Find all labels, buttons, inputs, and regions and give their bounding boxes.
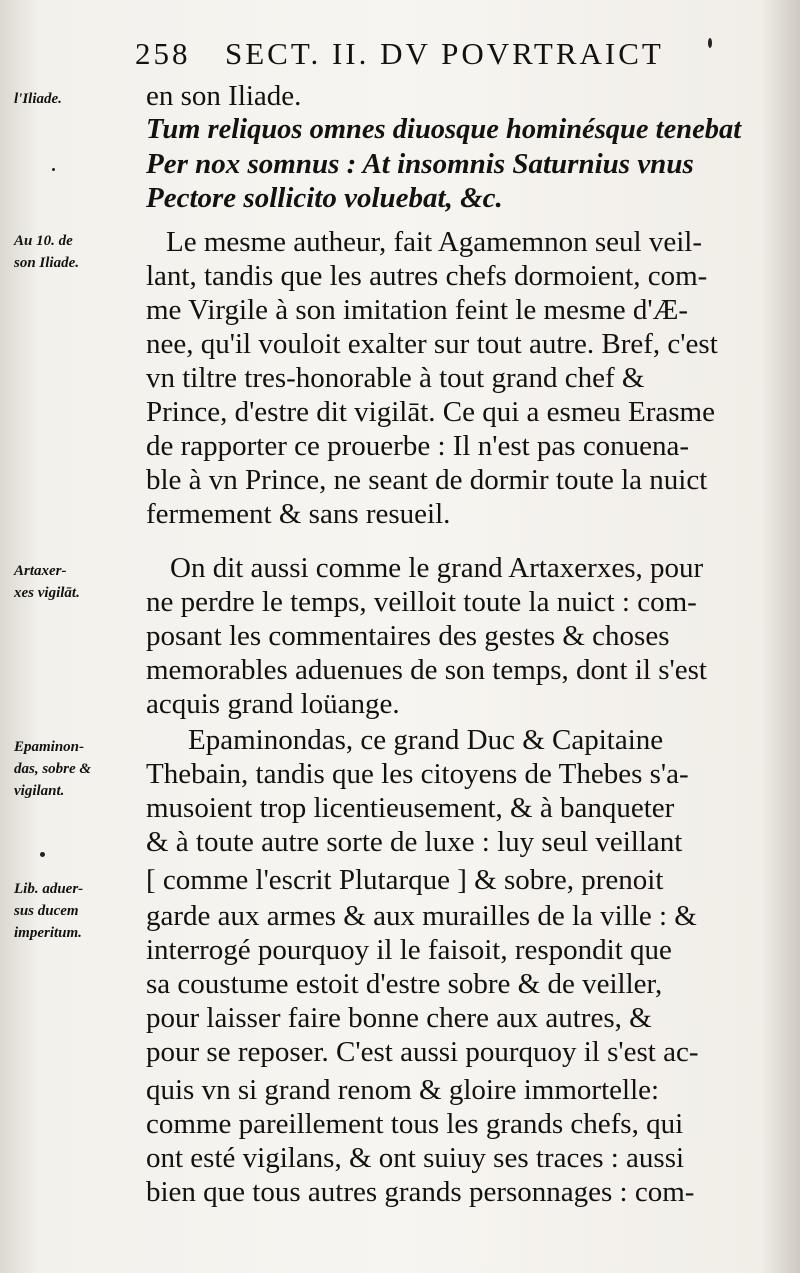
margin-note-lib-aduersus: Lib. aduer- sus ducem imperitum. (14, 881, 84, 941)
verse-line: Tum reliquos omnes diuosque hominésque tenebat (146, 114, 742, 145)
running-title: SECT. II. DV POVRTRAICT (225, 36, 664, 71)
text-line: nee, qu'il vouloit exalter sur tout autre. Bref, c'est (146, 328, 718, 360)
text-line: memorables aduenues de son temps, dont il s'est (146, 654, 707, 686)
text-line: musoient trop licentieusement, & à banqueter (146, 792, 675, 824)
margin-note-epaminondas: Epaminon- das, sobre & vigilant. (14, 739, 92, 799)
text-line: ble à vn Prince, ne seant de dormir toute la nuict (146, 464, 708, 496)
verse-line: Per nox somnus : At insomnis Saturnius vnus (146, 148, 694, 180)
text-line: fermement & sans resueil. (146, 498, 451, 530)
text-line: acquis grand loüange. (146, 688, 400, 720)
text-line: bien que tous autres grands personnages : com- (146, 1176, 695, 1208)
page-number: 258 (135, 36, 191, 71)
text-line: de rapporter ce prouerbe : Il n'est pas conuena- (146, 430, 690, 462)
text-line: comme pareillement tous les grands chefs, qui (146, 1108, 684, 1140)
text-line: en son Iliade. (146, 80, 302, 112)
ink-speck (708, 38, 712, 48)
margin-note-iliade: l'Iliade. (14, 91, 62, 107)
text-line: Prince, d'estre dit vigilāt. Ce qui a esmeu Erasme (146, 396, 715, 428)
margin-note-artaxerxes: Artaxer- xes vigilāt. (14, 563, 80, 601)
page-header (135, 36, 735, 80)
margin-note-au-10: Au 10. de son Iliade. (14, 233, 80, 271)
ink-speck (40, 852, 45, 857)
text-line: & à toute autre sorte de luxe : luy seul veillant (146, 826, 683, 858)
text-line: ont esté vigilans, & ont suiuy ses traces : aussi (146, 1142, 685, 1174)
text-line: interrogé pourquoy il le faisoit, respondit que (146, 934, 672, 966)
text-line: pour se reposer. C'est aussi pourquoy il s'est ac- (146, 1036, 699, 1068)
text-line: posant les commentaires des gestes & choses (146, 620, 670, 652)
text-line: Le mesme autheur, fait Agamemnon seul veil- (166, 226, 702, 258)
text-line: On dit aussi comme le grand Artaxerxes, pour (170, 552, 704, 584)
text-line: garde aux armes & aux murailles de la ville : & (146, 900, 697, 932)
text-line: sa coustume estoit d'estre sobre & de veiller, (146, 968, 663, 1000)
text-line: quis vn si grand renom & gloire immortelle: (146, 1074, 660, 1106)
text-line: [ comme l'escrit Plutarque ] & sobre, prenoit (146, 864, 664, 896)
ink-speck (52, 168, 55, 171)
text-line: ne perdre le temps, veilloit toute la nuict : com- (146, 586, 697, 618)
text-line: vn tiltre tres-honorable à tout grand chef & (146, 362, 645, 394)
text-line: pour laisser faire bonne chere aux autres, & (146, 1002, 652, 1034)
text-line: Thebain, tandis que les citoyens de Thebes s'a- (146, 758, 689, 790)
text-line: Epaminondas, ce grand Duc & Capitaine (188, 724, 664, 756)
text-line: lant, tandis que les autres chefs dormoient, com- (146, 260, 708, 292)
text-line: me Virgile à son imitation feint le mesme d'Æ- (146, 294, 689, 326)
verse-line: Pectore sollicito voluebat, &c. (146, 182, 503, 214)
